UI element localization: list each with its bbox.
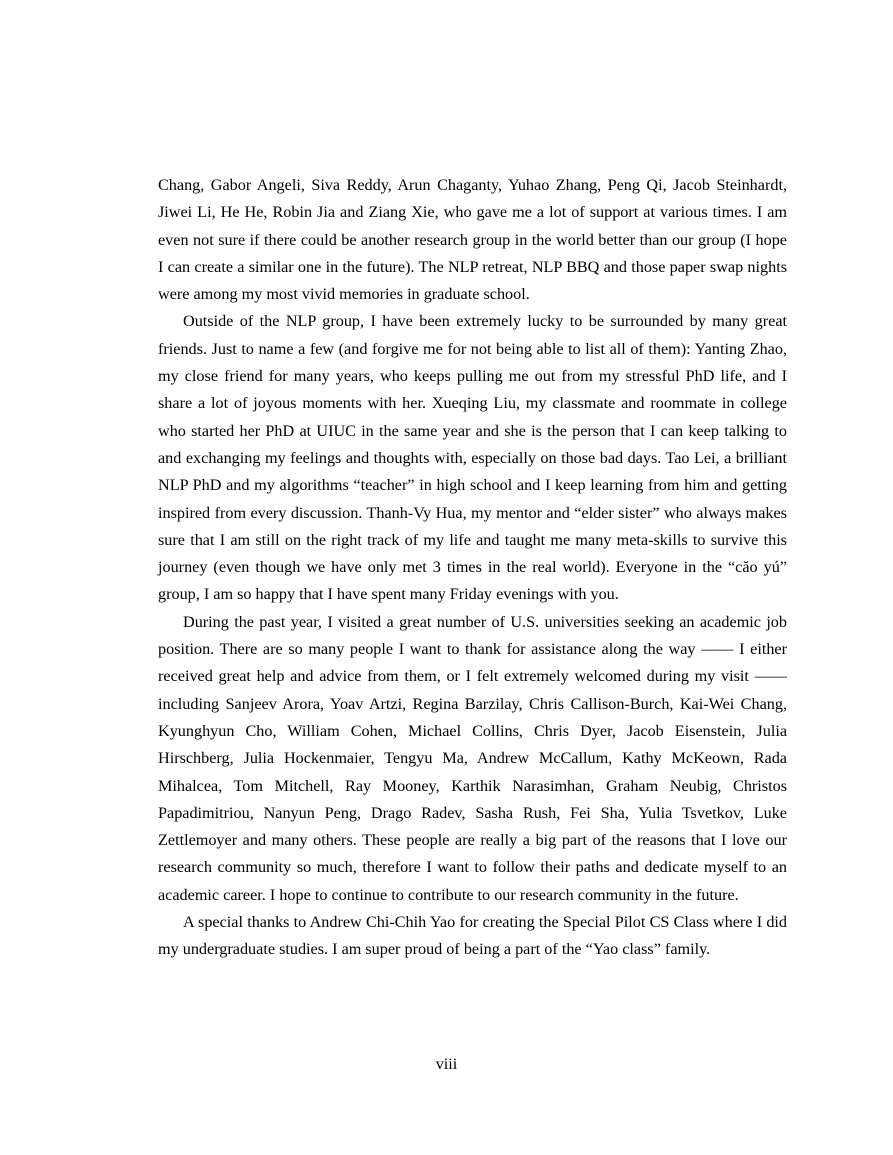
paragraph-yao-class: A special thanks to Andrew Chi-Chih Yao for creating the Special Pilot CS Class where I did my undergraduate studies. I am super proud of being a part of the “Yao class” family. [158, 913, 787, 959]
body-text [158, 172, 787, 964]
page-number: viii [435, 1055, 458, 1073]
paragraph-job-search: During the past year, I visited a great number of U.S. universities seeking an academic job position. There are so many people I want to thank for assistance along the way —— I either received great help and advice from them, or I felt extremely welcomed during my visit —— including Sanjeev Arora, Yoav Artzi, Regina Barzilay, Chris Callison-Burch, Kai-Wei Chang, Kyunghyun Cho, William Cohen, Michael Collins, Chris Dyer, Jacob Eisenstein, Julia Hirschberg, Julia Hockenmaier, Tengyu Ma, Andrew McCallum, Kathy McKeown, Rada Mihalcea, Tom Mitchell, Ray Mooney, Karthik Narasimhan, Graham Neubig, Christos Papadimitriou, Nanyun Peng, Drago Radev, Sasha Rush, Fei Sha, Yulia Tsvetkov, Luke Zettlemoyer and many others. These people are really a big part of the reasons that I love our research community so much, therefore I want to follow their paths and dedicate myself to an academic career. I hope to continue to contribute to our research community in the future. [158, 612, 787, 904]
paragraph-continued-group-thanks: Chang, Gabor Angeli, Siva Reddy, Arun Chaganty, Yuhao Zhang, Peng Qi, Jacob Steinhardt, Jiwei Li, He He, Robin Jia and Ziang Xie, who gave me a lot of support at various times. I am even not sure if there could be another research group in the world better than our group (I hope I can create a similar one in the future). The NLP retreat, NLP BBQ and those paper swap nights were among my most vivid memories in graduate school. [158, 176, 787, 304]
paragraph-friends: Outside of the NLP group, I have been extremely lucky to be surrounded by many great friends. Just to name a few (and forgive me for not being able to list all of them): Yanting Zhao, my close friend for many years, who keeps pulling me out from my stressful PhD life, and I share a lot of joyous moments with her. Xueqing Liu, my classmate and roommate in college who started her PhD at UIUC in the same year and she is the person that I can keep talking to and exchanging my feelings and thoughts with, especially on those bad days. Tao Lei, a brilliant NLP PhD and my algorithms “teacher” in high school and I keep learning from him and getting inspired from every discussion. Thanh-Vy Hua, my mentor and “elder sister” who always makes sure that I am still on the right track of my life and taught me many meta-skills to survive this journey (even though we have only met 3 times in the real world). Everyone in the “căo yú” group, I am so happy that I have spent many Friday evenings with you. [158, 312, 787, 604]
